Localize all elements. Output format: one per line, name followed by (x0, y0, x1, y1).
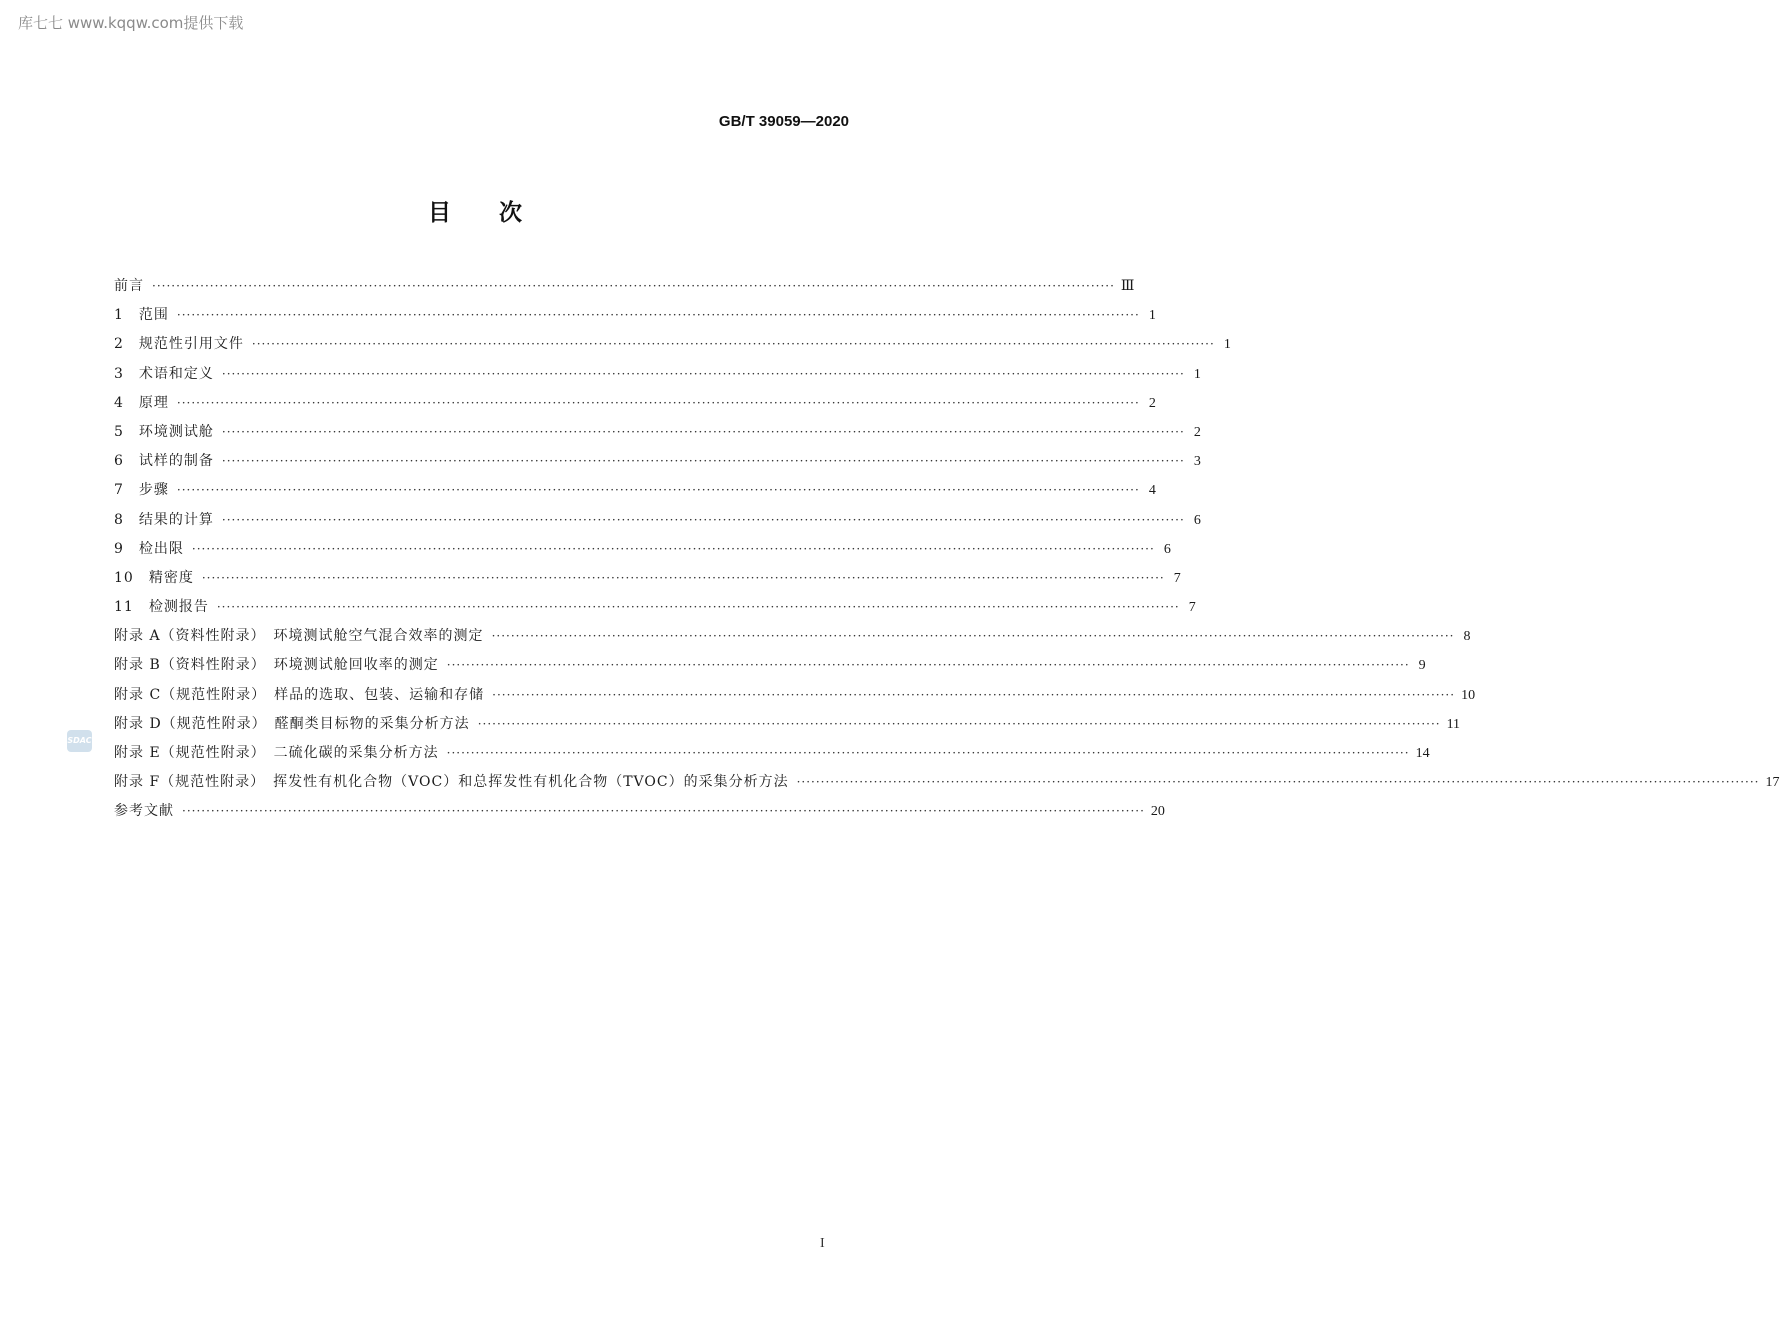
toc-entry[interactable] (114, 797, 1165, 826)
standard-code: GB/T 39059—2020 (718, 113, 849, 130)
toc-entry-page: 17 (1765, 775, 1780, 791)
toc-leader-dots: ········································································································································································································ (176, 308, 1140, 323)
toc-entry-label: 前言 (114, 278, 144, 294)
toc-leader-dots: ········································································································································································································ (221, 366, 1185, 381)
toc-leader-dots: ········································································································································································································ (176, 483, 1140, 498)
toc-entry[interactable] (114, 389, 1156, 418)
toc-entry-page: 7 (1188, 600, 1196, 616)
toc-entry-label: 附录 F（规范性附录） 挥发性有机化合物（VOC）和总挥发性有机化合物（TVOC）的采集分析方法 (114, 774, 789, 791)
toc-entry-label: 附录 D（规范性附录） 醛酮类目标物的采集分析方法 (114, 715, 470, 732)
toc-leader-dots: ········································································································································································································ (221, 454, 1185, 469)
toc-entry[interactable] (114, 418, 1201, 447)
toc-leader-dots: ········································································································································································································ (182, 804, 1145, 819)
toc-entry-label: 附录 B（资料性附录） 环境测试舱回收率的测定 (114, 657, 439, 674)
download-watermark: 库七七 www.kqqw.com提供下载 (18, 14, 244, 32)
toc-entry-page: 3 (1193, 454, 1201, 470)
toc-entry-page: 10 (1461, 687, 1476, 703)
page-number: I (820, 1236, 825, 1251)
toc-entry[interactable] (114, 593, 1196, 622)
toc-leader-dots: ········································································································································································································ (796, 775, 1760, 790)
toc-entry-label: 3 术语和定义 (114, 365, 214, 382)
toc-entry-page: 4 (1148, 483, 1156, 499)
toc-entry-page: 14 (1415, 746, 1430, 761)
toc-leader-dots: ········································································································································································································ (492, 687, 1456, 702)
toc-entry-page: 20 (1150, 804, 1165, 820)
toc-entry[interactable] (114, 710, 1461, 739)
toc-entry-label: 1 范围 (114, 307, 169, 324)
toc-entry-label: 8 结果的计算 (114, 511, 214, 528)
toc-entry[interactable] (114, 360, 1201, 389)
toc-entry[interactable] (114, 272, 1135, 301)
toc-entry-page: 6 (1163, 541, 1171, 557)
toc-leader-dots: ········································································································································································································ (216, 600, 1180, 615)
toc-entry-label: 7 步骤 (114, 482, 169, 499)
toc-leader-dots: ········································································································································································································ (221, 512, 1185, 527)
toc-leader-dots: ········································································································································································································ (191, 541, 1155, 556)
toc-entry-page: Ⅲ (1120, 279, 1135, 294)
toc-entry-page: 1 (1223, 337, 1231, 353)
toc-leader-dots: ········································································································································································································ (251, 337, 1215, 352)
toc-entry-page: 6 (1193, 512, 1201, 528)
toc-entry-page: 8 (1463, 629, 1471, 645)
toc-leader-dots: ········································································································································································································ (221, 424, 1185, 439)
toc-leader-dots: ········································································································································································································ (446, 658, 1410, 673)
toc-entry-page: 1 (1193, 366, 1201, 382)
toc-leader-dots: ········································································································································································································ (446, 746, 1410, 760)
toc-leader-dots: ········································································································································································································ (491, 629, 1455, 644)
toc-entry-label: 参考文献 (114, 803, 174, 820)
toc-entry[interactable] (114, 447, 1201, 476)
toc-entry-page: 11 (1446, 716, 1461, 732)
table-of-contents (114, 272, 1780, 827)
toc-entry[interactable] (114, 330, 1231, 359)
toc-entry-page: 9 (1418, 658, 1426, 674)
toc-entry[interactable] (114, 681, 1476, 710)
page-title: 目次 (428, 200, 570, 226)
toc-entry-label: 附录 C（规范性附录） 样品的选取、包装、运输和存储 (114, 686, 485, 703)
toc-entry-page: 7 (1173, 570, 1181, 586)
toc-entry-label: 10 精密度 (114, 569, 194, 586)
toc-entry-label: 5 环境测试舱 (114, 423, 214, 440)
toc-entry-page: 2 (1148, 395, 1156, 411)
toc-entry[interactable] (114, 535, 1171, 564)
toc-entry[interactable] (114, 564, 1181, 593)
toc-leader-dots: ········································································································································································································ (201, 570, 1165, 585)
toc-entry-label: 11 检测报告 (114, 599, 209, 616)
toc-entry[interactable] (114, 301, 1156, 330)
sdac-stamp-icon: SDAC (67, 730, 92, 752)
toc-entry[interactable] (114, 768, 1780, 797)
toc-entry[interactable] (114, 651, 1426, 680)
toc-entry-label: 2 规范性引用文件 (114, 336, 244, 353)
toc-entry[interactable] (114, 506, 1201, 535)
toc-entry-label: 附录 E（规范性附录） 二硫化碳的采集分析方法 (114, 745, 439, 761)
toc-entry-label: 4 原理 (114, 394, 169, 411)
toc-entry-label: 9 检出限 (114, 540, 184, 557)
toc-entry[interactable] (114, 622, 1471, 651)
toc-leader-dots: ········································································································································································································ (152, 279, 1115, 293)
toc-entry-page: 1 (1148, 308, 1156, 324)
toc-leader-dots: ········································································································································································································ (176, 395, 1140, 410)
toc-entry-label: 附录 A（资料性附录） 环境测试舱空气混合效率的测定 (114, 628, 484, 645)
toc-entry[interactable] (114, 476, 1156, 505)
toc-entry-page: 2 (1193, 424, 1201, 440)
toc-leader-dots: ········································································································································································································ (477, 716, 1441, 731)
toc-entry-label: 6 试样的制备 (114, 453, 214, 470)
toc-entry[interactable] (114, 739, 1430, 768)
